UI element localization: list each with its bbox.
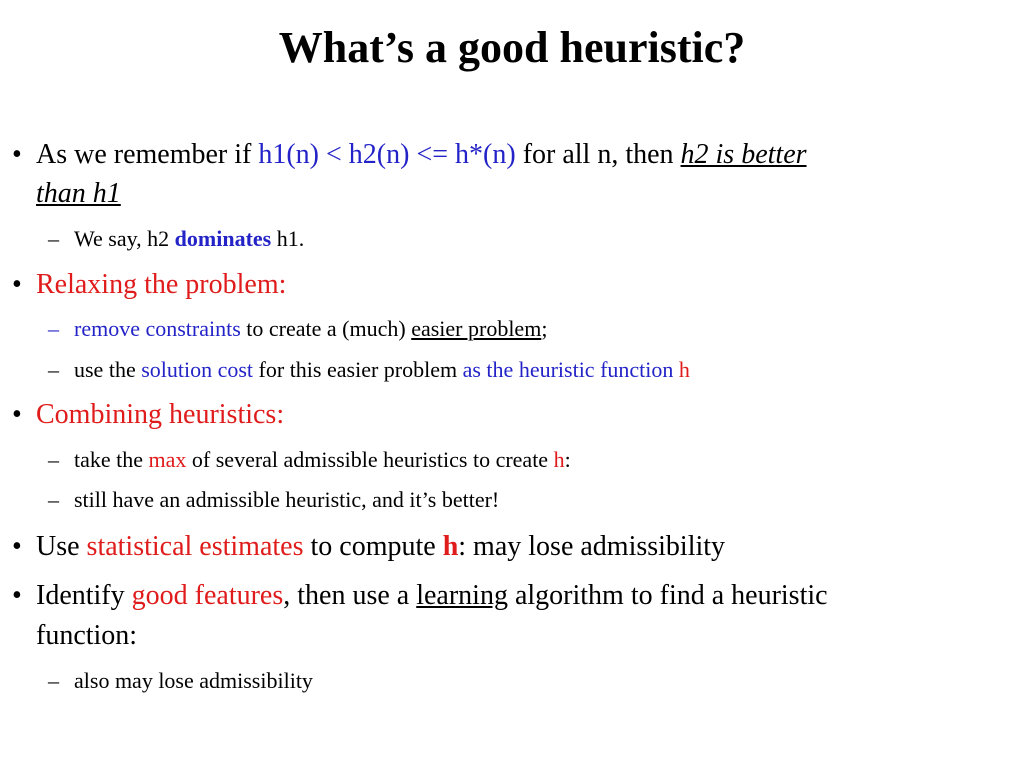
bullet-combining: Combining heuristics: xyxy=(36,399,285,430)
h-symbol: h xyxy=(442,531,459,562)
heuristic-inequality: h1(n) < h2(n) <= h*(n) xyxy=(258,139,516,170)
sub-bullet-take-max xyxy=(74,445,571,475)
bullet-dominance xyxy=(36,135,807,175)
sub-bullet-text: take the xyxy=(74,447,149,472)
slide-title: What’s a good heuristic? xyxy=(278,23,746,72)
statistical-estimates-term: statistical estimates xyxy=(86,531,304,562)
bullet-text: : may lose admissibility xyxy=(458,531,726,562)
sub-bullet-marker: – xyxy=(48,226,59,251)
sub-bullet-text: We say, h2 xyxy=(74,226,175,251)
bullet-text: As we remember if xyxy=(36,139,259,170)
bullet-text: , then use a xyxy=(283,580,417,611)
bullet-relaxing: Relaxing the problem: xyxy=(36,269,287,300)
learning-term: learning xyxy=(416,580,508,611)
sub-bullet-still-admissible: still have an admissible heuristic, and it’s better! xyxy=(74,487,500,512)
bullet-text: for all n, then xyxy=(515,139,681,170)
bullet-statistical xyxy=(36,527,725,567)
bullet-text: Use xyxy=(36,531,87,562)
bullet-features xyxy=(36,576,828,616)
h-symbol: h xyxy=(678,357,690,382)
h-symbol: h xyxy=(553,447,565,472)
emphasis-text: than h1 xyxy=(36,178,121,209)
heuristic-function-term: as the heuristic function xyxy=(462,357,674,382)
bullet-text: to compute xyxy=(303,531,443,562)
good-features-term: good features xyxy=(131,580,284,611)
sub-bullet-text: to create a (much) xyxy=(240,316,412,341)
sub-bullet-marker: – xyxy=(48,316,59,341)
bullet-marker: • xyxy=(12,399,22,430)
sub-bullet-text: of several admissible heuristics to create xyxy=(186,447,554,472)
bullet-dominance-continued xyxy=(36,174,121,214)
max-term: max xyxy=(148,447,187,472)
sub-bullet-text: : xyxy=(564,447,571,472)
bullet-marker: • xyxy=(12,531,22,562)
bullet-marker: • xyxy=(12,269,22,300)
bullet-text: algorithm to find a heuristic xyxy=(507,580,828,611)
easier-problem-term: easier problem xyxy=(411,316,542,341)
bullet-text: Identify xyxy=(36,580,132,611)
sub-bullet-marker: – xyxy=(48,357,59,382)
sub-bullet-text: use the xyxy=(74,357,142,382)
emphasis-text: h2 is better xyxy=(680,139,807,170)
solution-cost-term: solution cost xyxy=(141,357,254,382)
bullet-features-continued: function: xyxy=(36,620,138,651)
sub-bullet-marker: – xyxy=(48,487,59,512)
sub-bullet-text: h1. xyxy=(271,226,305,251)
sub-bullet-lose-admissibility: also may lose admissibility xyxy=(74,668,313,693)
sub-bullet-marker: – xyxy=(48,668,59,693)
sub-bullet-solution-cost xyxy=(74,355,690,385)
dominates-term: dominates xyxy=(174,226,272,251)
sub-bullet-remove-constraints xyxy=(74,314,547,344)
sub-bullet-marker: – xyxy=(48,447,59,472)
bullet-marker: • xyxy=(12,139,22,170)
sub-bullet-dominates xyxy=(74,224,304,254)
remove-constraints-term: remove constraints xyxy=(74,316,241,341)
bullet-marker: • xyxy=(12,580,22,611)
sub-bullet-text: for this easier problem xyxy=(253,357,463,382)
sub-bullet-text: ; xyxy=(541,316,548,341)
